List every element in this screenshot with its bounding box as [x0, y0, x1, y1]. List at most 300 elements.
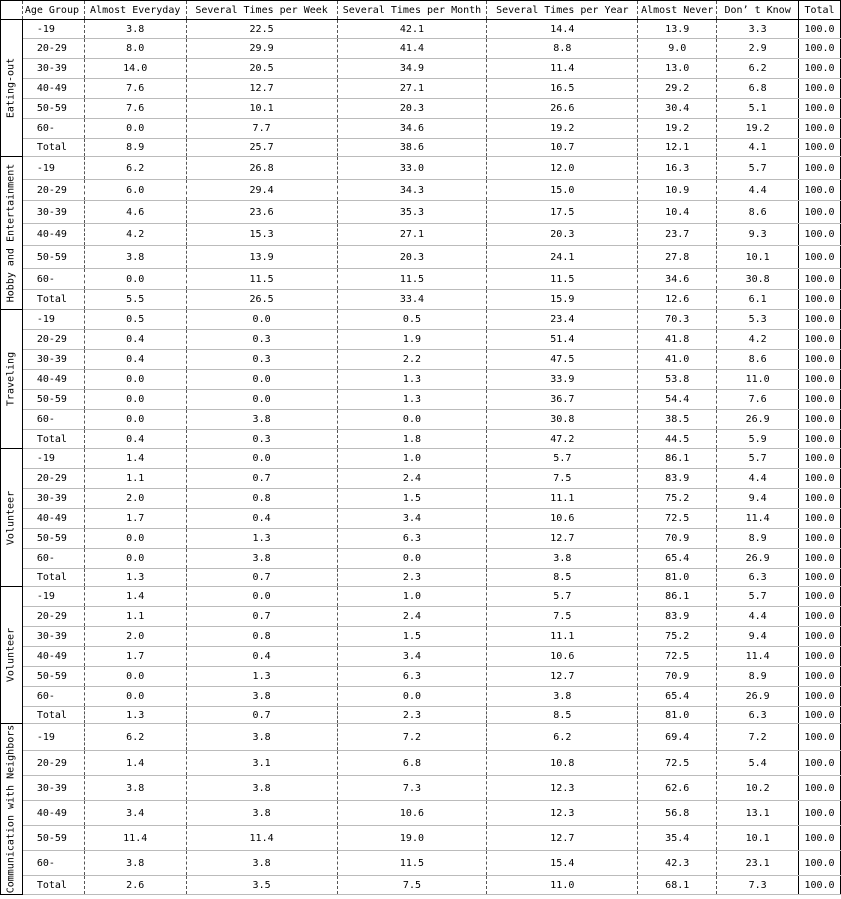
age-group-cell: 60-	[22, 851, 84, 876]
value-cell: 5.4	[717, 751, 799, 776]
table-row	[1, 20, 841, 39]
value-cell: 75.2	[638, 627, 717, 647]
table-row	[1, 370, 841, 390]
table-row	[1, 801, 841, 826]
category-text: Volunteer	[5, 490, 17, 545]
table-row	[1, 119, 841, 139]
age-group-cell: -19	[22, 449, 84, 469]
table-row	[1, 627, 841, 647]
value-cell: 0.4	[186, 647, 337, 667]
value-cell: 16.3	[638, 157, 717, 180]
value-cell: 36.7	[487, 390, 638, 410]
value-cell: 33.0	[337, 157, 487, 180]
value-cell: 3.3	[717, 20, 799, 39]
age-group-cell: 40-49	[22, 79, 84, 99]
value-cell: 0.0	[186, 390, 337, 410]
value-cell: 3.4	[337, 647, 487, 667]
value-cell: 1.3	[337, 390, 487, 410]
table-row	[1, 587, 841, 607]
value-cell: 100.0	[799, 201, 841, 224]
value-cell: 65.4	[638, 687, 717, 707]
value-cell: 6.2	[84, 724, 186, 751]
value-cell: 5.1	[717, 99, 799, 119]
category-text: Traveling	[5, 351, 17, 407]
table-row	[1, 224, 841, 246]
value-cell: 41.4	[337, 39, 487, 59]
age-group-cell: 20-29	[22, 330, 84, 350]
value-cell: 23.1	[717, 851, 799, 876]
value-cell: 2.3	[337, 569, 487, 587]
value-cell: 1.3	[337, 370, 487, 390]
value-cell: 20.3	[337, 99, 487, 119]
value-cell: 100.0	[799, 246, 841, 269]
value-cell: 100.0	[799, 99, 841, 119]
value-cell: 4.4	[717, 607, 799, 627]
value-cell: 12.3	[487, 801, 638, 826]
value-cell: 0.7	[186, 607, 337, 627]
age-group-cell: 30-39	[22, 627, 84, 647]
value-cell: 6.3	[717, 707, 799, 724]
value-cell: 6.0	[84, 180, 186, 201]
value-cell: 9.4	[717, 627, 799, 647]
value-cell: 12.3	[487, 776, 638, 801]
value-cell: 0.0	[186, 370, 337, 390]
age-group-cell: 30-39	[22, 350, 84, 370]
value-cell: 26.9	[717, 549, 799, 569]
value-cell: 100.0	[799, 876, 841, 895]
value-cell: 5.7	[717, 587, 799, 607]
value-cell: 72.5	[638, 647, 717, 667]
value-cell: 7.6	[717, 390, 799, 410]
value-cell: 7.6	[84, 99, 186, 119]
value-cell: 70.9	[638, 529, 717, 549]
value-cell: 20.3	[487, 224, 638, 246]
value-cell: 11.5	[186, 269, 337, 290]
category-label	[1, 310, 23, 449]
value-cell: 100.0	[799, 350, 841, 370]
age-group-cell: Total	[22, 876, 84, 895]
value-cell: 3.8	[487, 549, 638, 569]
category-label	[1, 449, 23, 587]
value-cell: 100.0	[799, 751, 841, 776]
table-row	[1, 269, 841, 290]
category-label	[1, 157, 23, 310]
value-cell: 8.0	[84, 39, 186, 59]
table-row	[1, 647, 841, 667]
value-cell: 4.2	[717, 330, 799, 350]
age-group-cell: 60-	[22, 269, 84, 290]
value-cell: 12.0	[487, 157, 638, 180]
table-row	[1, 201, 841, 224]
value-cell: 1.4	[84, 587, 186, 607]
value-cell: 5.7	[487, 587, 638, 607]
value-cell: 100.0	[799, 569, 841, 587]
value-cell: 41.0	[638, 350, 717, 370]
age-group-cell: Total	[22, 139, 84, 157]
table-row	[1, 430, 841, 449]
value-cell: 23.7	[638, 224, 717, 246]
value-cell: 0.3	[186, 430, 337, 449]
value-cell: 0.7	[186, 469, 337, 489]
value-cell: 8.9	[84, 139, 186, 157]
value-cell: 13.9	[186, 246, 337, 269]
value-cell: 83.9	[638, 607, 717, 627]
value-cell: 0.0	[337, 549, 487, 569]
value-cell: 30.4	[638, 99, 717, 119]
value-cell: 0.5	[337, 310, 487, 330]
value-cell: 19.0	[337, 826, 487, 851]
value-cell: 2.2	[337, 350, 487, 370]
value-cell: 0.8	[186, 489, 337, 509]
category-text: Hobby and Entertainment	[5, 163, 17, 303]
category-label	[1, 20, 23, 157]
value-cell: 1.3	[84, 569, 186, 587]
value-cell: 100.0	[799, 59, 841, 79]
value-cell: 10.8	[487, 751, 638, 776]
value-cell: 0.4	[84, 430, 186, 449]
value-cell: 7.2	[337, 724, 487, 751]
value-cell: 8.8	[487, 39, 638, 59]
value-cell: 8.9	[717, 529, 799, 549]
table-row	[1, 180, 841, 201]
value-cell: 27.1	[337, 224, 487, 246]
value-cell: 0.4	[84, 330, 186, 350]
value-cell: 86.1	[638, 587, 717, 607]
value-cell: 5.7	[717, 157, 799, 180]
value-cell: 13.9	[638, 20, 717, 39]
value-cell: 100.0	[799, 687, 841, 707]
category-label	[1, 724, 23, 895]
value-cell: 16.5	[487, 79, 638, 99]
value-cell: 6.8	[717, 79, 799, 99]
value-cell: 0.0	[84, 370, 186, 390]
value-cell: 100.0	[799, 180, 841, 201]
value-cell: 38.6	[337, 139, 487, 157]
value-cell: 11.4	[717, 647, 799, 667]
value-cell: 100.0	[799, 269, 841, 290]
value-cell: 8.6	[717, 350, 799, 370]
age-group-cell: 50-59	[22, 390, 84, 410]
table-row	[1, 851, 841, 876]
table-row	[1, 876, 841, 895]
age-group-cell: Total	[22, 569, 84, 587]
column-header: Almost Everyday	[84, 1, 186, 20]
value-cell: 47.5	[487, 350, 638, 370]
value-cell: 11.1	[487, 489, 638, 509]
value-cell: 11.4	[487, 59, 638, 79]
age-group-cell: 60-	[22, 410, 84, 430]
value-cell: 6.2	[487, 724, 638, 751]
value-cell: 100.0	[799, 370, 841, 390]
value-cell: 1.5	[337, 627, 487, 647]
value-cell: 2.3	[337, 707, 487, 724]
value-cell: 20.3	[337, 246, 487, 269]
age-group-cell: 40-49	[22, 647, 84, 667]
age-group-cell: -19	[22, 20, 84, 39]
value-cell: 26.9	[717, 410, 799, 430]
age-group-cell: 30-39	[22, 776, 84, 801]
value-cell: 7.3	[717, 876, 799, 895]
value-cell: 27.1	[337, 79, 487, 99]
column-header: Don’ t Know	[717, 1, 799, 20]
value-cell: 11.1	[487, 627, 638, 647]
value-cell: 70.9	[638, 667, 717, 687]
table-row	[1, 707, 841, 724]
value-cell: 3.8	[186, 724, 337, 751]
table-row	[1, 509, 841, 529]
value-cell: 10.6	[337, 801, 487, 826]
value-cell: 10.9	[638, 180, 717, 201]
value-cell: 3.8	[84, 851, 186, 876]
value-cell: 86.1	[638, 449, 717, 469]
value-cell: 1.7	[84, 647, 186, 667]
value-cell: 23.4	[487, 310, 638, 330]
value-cell: 33.4	[337, 290, 487, 310]
table-row	[1, 469, 841, 489]
age-group-cell: 50-59	[22, 99, 84, 119]
age-group-cell: -19	[22, 310, 84, 330]
value-cell: 53.8	[638, 370, 717, 390]
value-cell: 62.6	[638, 776, 717, 801]
value-cell: 34.6	[638, 269, 717, 290]
value-cell: 3.8	[84, 20, 186, 39]
value-cell: 10.6	[487, 647, 638, 667]
value-cell: 100.0	[799, 39, 841, 59]
age-group-cell: Total	[22, 290, 84, 310]
age-group-cell: 40-49	[22, 801, 84, 826]
value-cell: 12.6	[638, 290, 717, 310]
table-row	[1, 79, 841, 99]
table-row	[1, 330, 841, 350]
value-cell: 3.8	[84, 776, 186, 801]
value-cell: 100.0	[799, 330, 841, 350]
table-row	[1, 751, 841, 776]
value-cell: 44.5	[638, 430, 717, 449]
value-cell: 9.0	[638, 39, 717, 59]
value-cell: 0.0	[84, 410, 186, 430]
value-cell: 8.5	[487, 707, 638, 724]
value-cell: 1.3	[186, 529, 337, 549]
value-cell: 2.6	[84, 876, 186, 895]
value-cell: 3.8	[84, 246, 186, 269]
value-cell: 10.6	[487, 509, 638, 529]
value-cell: 41.8	[638, 330, 717, 350]
value-cell: 23.6	[186, 201, 337, 224]
table-row	[1, 607, 841, 627]
table-row	[1, 350, 841, 370]
value-cell: 10.2	[717, 776, 799, 801]
value-cell: 56.8	[638, 801, 717, 826]
value-cell: 6.8	[337, 751, 487, 776]
value-cell: 69.4	[638, 724, 717, 751]
table-row	[1, 410, 841, 430]
value-cell: 3.8	[186, 776, 337, 801]
age-group-cell: 50-59	[22, 826, 84, 851]
value-cell: 100.0	[799, 119, 841, 139]
value-cell: 35.3	[337, 201, 487, 224]
value-cell: 100.0	[799, 290, 841, 310]
age-group-cell: -19	[22, 587, 84, 607]
age-group-cell: 30-39	[22, 489, 84, 509]
value-cell: 20.5	[186, 59, 337, 79]
value-cell: 0.0	[84, 529, 186, 549]
value-cell: 11.4	[84, 826, 186, 851]
value-cell: 5.9	[717, 430, 799, 449]
value-cell: 5.7	[487, 449, 638, 469]
value-cell: 2.4	[337, 469, 487, 489]
value-cell: 3.5	[186, 876, 337, 895]
value-cell: 26.5	[186, 290, 337, 310]
value-cell: 0.8	[186, 627, 337, 647]
value-cell: 1.3	[186, 667, 337, 687]
table-row	[1, 157, 841, 180]
value-cell: 9.3	[717, 224, 799, 246]
value-cell: 100.0	[799, 430, 841, 449]
value-cell: 3.8	[186, 851, 337, 876]
age-group-cell: 60-	[22, 687, 84, 707]
value-cell: 7.3	[337, 776, 487, 801]
value-cell: 4.2	[84, 224, 186, 246]
value-cell: 100.0	[799, 607, 841, 627]
value-cell: 11.0	[487, 876, 638, 895]
value-cell: 7.5	[487, 607, 638, 627]
value-cell: 10.1	[717, 246, 799, 269]
age-group-cell: 40-49	[22, 509, 84, 529]
value-cell: 9.4	[717, 489, 799, 509]
table-row	[1, 310, 841, 330]
value-cell: 100.0	[799, 310, 841, 330]
column-header: Several Times per Year	[487, 1, 638, 20]
age-group-cell: 20-29	[22, 607, 84, 627]
table-row	[1, 667, 841, 687]
value-cell: 0.3	[186, 330, 337, 350]
age-group-cell: 50-59	[22, 529, 84, 549]
value-cell: 22.5	[186, 20, 337, 39]
value-cell: 0.0	[337, 687, 487, 707]
value-cell: 1.0	[337, 587, 487, 607]
value-cell: 68.1	[638, 876, 717, 895]
value-cell: 3.4	[84, 801, 186, 826]
value-cell: 14.4	[487, 20, 638, 39]
value-cell: 100.0	[799, 469, 841, 489]
value-cell: 100.0	[799, 667, 841, 687]
value-cell: 1.1	[84, 469, 186, 489]
value-cell: 15.0	[487, 180, 638, 201]
value-cell: 42.3	[638, 851, 717, 876]
value-cell: 30.8	[717, 269, 799, 290]
value-cell: 0.4	[84, 350, 186, 370]
value-cell: 100.0	[799, 157, 841, 180]
value-cell: 27.8	[638, 246, 717, 269]
value-cell: 5.5	[84, 290, 186, 310]
table-row	[1, 724, 841, 751]
value-cell: 10.1	[186, 99, 337, 119]
value-cell: 1.0	[337, 449, 487, 469]
value-cell: 19.2	[638, 119, 717, 139]
age-group-cell: 20-29	[22, 469, 84, 489]
value-cell: 34.6	[337, 119, 487, 139]
value-cell: 26.6	[487, 99, 638, 119]
value-cell: 13.1	[717, 801, 799, 826]
age-group-cell: 20-29	[22, 39, 84, 59]
age-group-cell: 60-	[22, 549, 84, 569]
value-cell: 12.7	[186, 79, 337, 99]
value-cell: 5.7	[717, 449, 799, 469]
value-cell: 26.8	[186, 157, 337, 180]
value-cell: 7.5	[487, 469, 638, 489]
age-group-cell: 30-39	[22, 59, 84, 79]
value-cell: 81.0	[638, 707, 717, 724]
value-cell: 100.0	[799, 224, 841, 246]
value-cell: 1.4	[84, 751, 186, 776]
value-cell: 2.4	[337, 607, 487, 627]
value-cell: 100.0	[799, 587, 841, 607]
value-cell: 65.4	[638, 549, 717, 569]
value-cell: 6.1	[717, 290, 799, 310]
value-cell: 4.1	[717, 139, 799, 157]
value-cell: 100.0	[799, 724, 841, 751]
value-cell: 72.5	[638, 751, 717, 776]
value-cell: 12.1	[638, 139, 717, 157]
table-row	[1, 39, 841, 59]
corner-cell	[1, 1, 23, 20]
table-row	[1, 390, 841, 410]
value-cell: 6.2	[717, 59, 799, 79]
age-group-header: Age Group	[22, 1, 84, 20]
value-cell: 83.9	[638, 469, 717, 489]
value-cell: 29.2	[638, 79, 717, 99]
value-cell: 8.9	[717, 667, 799, 687]
value-cell: 100.0	[799, 801, 841, 826]
age-group-cell: -19	[22, 724, 84, 751]
value-cell: 24.1	[487, 246, 638, 269]
value-cell: 4.6	[84, 201, 186, 224]
value-cell: 100.0	[799, 647, 841, 667]
value-cell: 1.7	[84, 509, 186, 529]
value-cell: 12.7	[487, 667, 638, 687]
value-cell: 42.1	[337, 20, 487, 39]
value-cell: 100.0	[799, 851, 841, 876]
table-row	[1, 290, 841, 310]
value-cell: 100.0	[799, 20, 841, 39]
value-cell: 0.5	[84, 310, 186, 330]
value-cell: 47.2	[487, 430, 638, 449]
value-cell: 34.3	[337, 180, 487, 201]
value-cell: 0.0	[84, 390, 186, 410]
value-cell: 5.3	[717, 310, 799, 330]
age-group-cell: 30-39	[22, 201, 84, 224]
value-cell: 1.1	[84, 607, 186, 627]
column-header: Almost Never	[638, 1, 717, 20]
value-cell: 100.0	[799, 627, 841, 647]
value-cell: 12.7	[487, 826, 638, 851]
value-cell: 75.2	[638, 489, 717, 509]
value-cell: 7.6	[84, 79, 186, 99]
value-cell: 2.0	[84, 489, 186, 509]
value-cell: 6.3	[337, 667, 487, 687]
value-cell: 3.1	[186, 751, 337, 776]
value-cell: 4.4	[717, 180, 799, 201]
value-cell: 3.8	[186, 687, 337, 707]
value-cell: 35.4	[638, 826, 717, 851]
value-cell: 100.0	[799, 449, 841, 469]
value-cell: 100.0	[799, 139, 841, 157]
age-group-cell: 20-29	[22, 180, 84, 201]
table-row	[1, 569, 841, 587]
age-group-cell: -19	[22, 157, 84, 180]
value-cell: 0.4	[186, 509, 337, 529]
value-cell: 3.8	[186, 801, 337, 826]
